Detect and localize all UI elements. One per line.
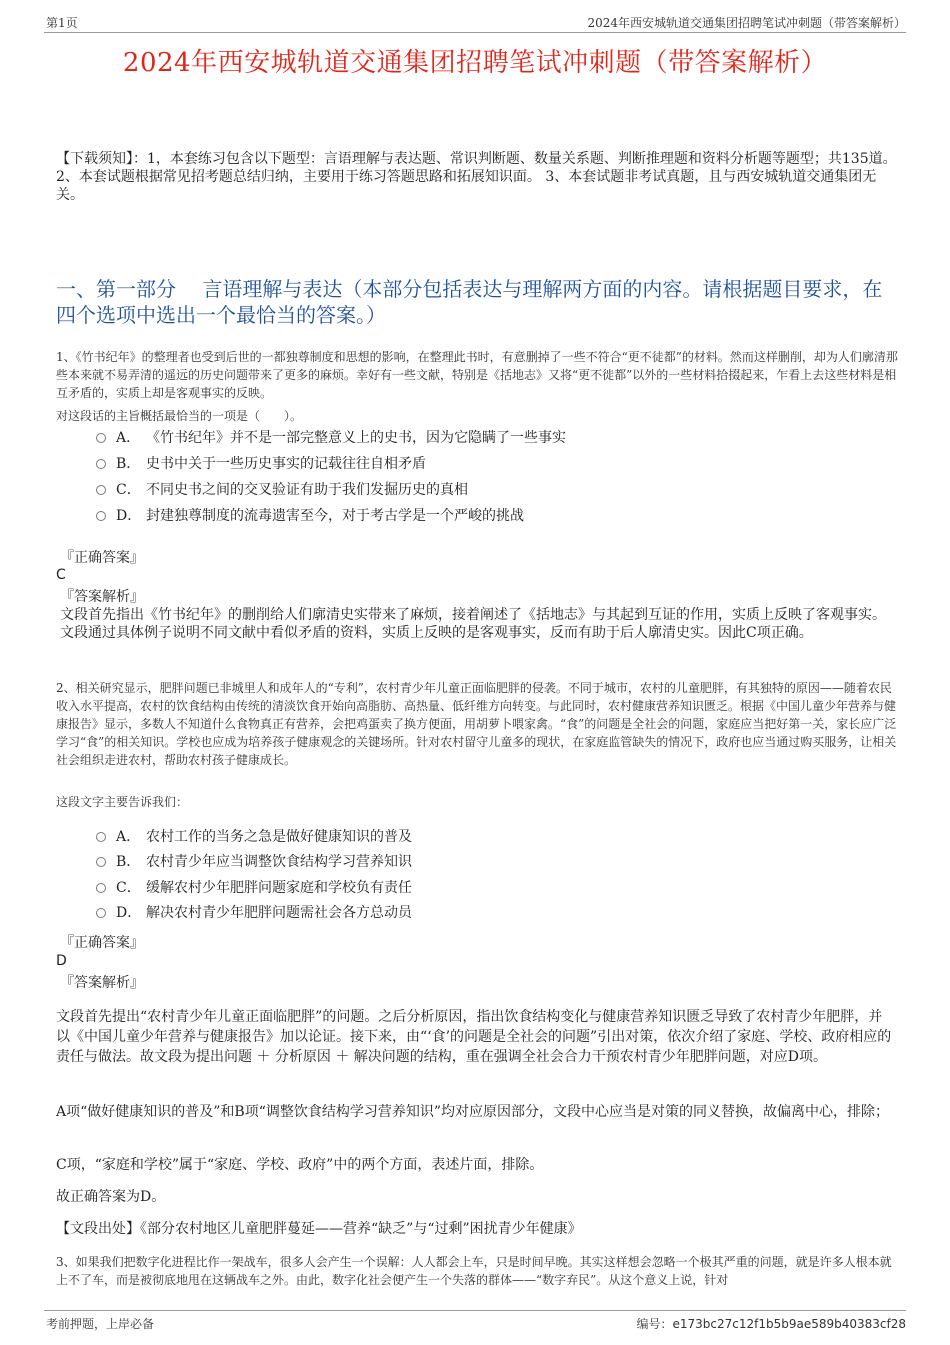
question-1-option-d[interactable]: D． 封建独尊制度的流毒遗害至今，对于考古学是一个严峻的挑战	[96, 506, 524, 526]
question-2-option-b[interactable]: B． 农村青少年应当调整饮食结构学习营养知识	[96, 852, 412, 872]
question-1-ask: 对这段话的主旨概括最恰当的一项是（ ）。	[56, 409, 303, 423]
footer-slogan: 考前押题，上岸必备	[46, 1317, 155, 1331]
radio-icon[interactable]	[96, 908, 106, 918]
page-number: 第1页	[46, 16, 78, 30]
running-title: 2024年西安城轨道交通集团招聘笔试冲刺题（带答案解析）	[587, 16, 906, 30]
radio-icon[interactable]	[96, 857, 106, 867]
question-1-answer-label: 『正确答案』	[60, 550, 144, 566]
question-2-ask: 这段文字主要告诉我们：	[56, 795, 189, 809]
document-code: 编号：e173bc27c12f1b5b9ae589b40383cf28	[636, 1317, 906, 1331]
question-1-analysis: 文段首先指出《竹书纪年》的删削给人们廓清史实带来了麻烦，接着阐述了《括地志》与其起到互证的作用，实质上反映了客观事实。文段通过具体例子说明不同文献中看似矛盾的资料，实质上反映的是客观事实，反而有助于后人廓清史实。因此C项正确。	[60, 607, 886, 641]
question-2-option-a[interactable]: A． 农村工作的当务之急是做好健康知识的普及	[96, 827, 412, 847]
radio-icon[interactable]	[96, 433, 106, 443]
radio-icon[interactable]	[96, 459, 106, 469]
question-2-answer-label: 『正确答案』	[60, 935, 144, 951]
header-divider	[44, 32, 906, 33]
question-2-analysis-p4: 故正确答案为D。	[56, 1189, 166, 1205]
question-2-source: 【文段出处】《部分农村地区儿童肥胖蔓延——营养“缺乏”与“过剩”困扰青少年健康》	[56, 1221, 582, 1237]
question-2-option-d[interactable]: D． 解决农村青少年肥胖问题需社会各方总动员	[96, 903, 412, 923]
question-1-analysis-label: 『答案解析』	[60, 589, 144, 605]
radio-icon[interactable]	[96, 485, 106, 495]
footer-divider	[44, 1310, 906, 1311]
question-2-analysis-label: 『答案解析』	[60, 975, 144, 991]
radio-icon[interactable]	[96, 511, 106, 521]
question-2-answer: D	[56, 953, 67, 969]
radio-icon[interactable]	[96, 883, 106, 893]
section-heading: 一、第一部分 言语理解与表达（本部分包括表达与理解两方面的内容。请根据题目要求，在四个选项中选出一个最恰当的答案。）	[56, 277, 883, 327]
question-3-stem: 3、如果我们把数字化进程比作一架战车，很多人会产生一个误解：人人都会上车，只是时间早晚。其实这样想会忽略一个极其严重的问题，就是许多人根本就上不了车，而是被彻底地甩在这辆战车之外。由此，数字化社会便产生一个失落的群体——“数字弃民”。从这个意义上说，针对	[56, 1255, 892, 1287]
question-2-stem: 2、相关研究显示，肥胖问题已非城里人和成年人的“专利”，农村青少年儿童正面临肥胖的侵袭。不同于城市，农村的儿童肥胖，有其独特的原因——随着农民收入水平提高，农村的饮食结构由传统的清淡饮食开始向高脂肪、高热量、低纤维方向转变。与此同时，农村健康营养知识匮乏。根据《中国儿童少年营养与健康报告》显示，多数人不知道什么食物真正有营养，会把鸡蛋卖了换方便面，用胡萝卜喂家禽。“食”的问题是全社会的问题，家庭应当把好第一关，家长应广泛学习“食”的相关知识。学校也应成为培养孩子健康观念的关键场所。针对农村留守儿童多的现状，在家庭监管缺失的情况下，政府也应当通过购买服务，让相关社会组织走进农村，帮助农村孩子健康成长。	[56, 681, 897, 767]
question-1-option-c[interactable]: C． 不同史书之间的交叉验证有助于我们发掘历史的真相	[96, 480, 468, 500]
download-notice: 【下载须知】：1，本套练习包含以下题型：言语理解与表达题、常识判断题、数量关系题、判断推理题和资料分析题等题型；共135道。 2、本套试题根据常见招考题总结归纳，主要用于练习答题思路和拓展知识面。 3、本套试题非考试真题，且与西安城轨道交通集团无关。	[56, 151, 897, 203]
question-2-option-c[interactable]: C． 缓解农村少年肥胖问题家庭和学校负有责任	[96, 878, 412, 898]
question-2-analysis-p3: C项，“家庭和学校”属于“家庭、学校、政府”中的两个方面，表述片面，排除。	[56, 1157, 544, 1173]
question-1-option-b[interactable]: B． 史书中关于一些历史事实的记载往往自相矛盾	[96, 454, 426, 474]
question-2-analysis-p2: A项“做好健康知识的普及”和B项“调整饮食结构学习营养知识”均对应原因部分，文段中心应当是对策的同义替换，故偏离中心，排除；	[56, 1104, 890, 1120]
question-2-analysis-p1: 文段首先提出“农村青少年儿童正面临肥胖”的问题。之后分析原因，指出饮食结构变化与健康营养知识匮乏导致了农村青少年肥胖，并以《中国儿童少年营养与健康报告》加以论证。接下来，由“‘食’的问题是全社会的问题”引出对策，依次介绍了家庭、学校、政府相应的责任与做法。故文段为提出问题 ＋ 分析原因 ＋ 解决问题的结构，重在强调全社会合力干预农村青少年肥胖问题，对应D项。	[56, 1009, 892, 1065]
question-1-answer: C	[56, 567, 66, 583]
radio-icon[interactable]	[96, 832, 106, 842]
question-1-stem: 1、《竹书纪年》的整理者也受到后世的一都独尊制度和思想的影响，在整理此书时，有意删掉了一些不符合“更不徒都”的材料。然而这样删削，却为人们廓清那些本来就不易弄清的遥远的历史问题带来了更多的麻烦。幸好有一些文献，特别是《括地志》又将“更不徙都”以外的一些材料拾掇起来，乍看上去这些材料是相互矛盾的，实质上却是客观事实的反映。	[56, 350, 898, 400]
document-title: 2024年西安城轨道交通集团招聘笔试冲刺题（带答案解析）	[122, 48, 828, 78]
question-1-option-a[interactable]: A． 《竹书纪年》并不是一部完整意义上的史书，因为它隐瞒了一些事实	[96, 428, 566, 448]
